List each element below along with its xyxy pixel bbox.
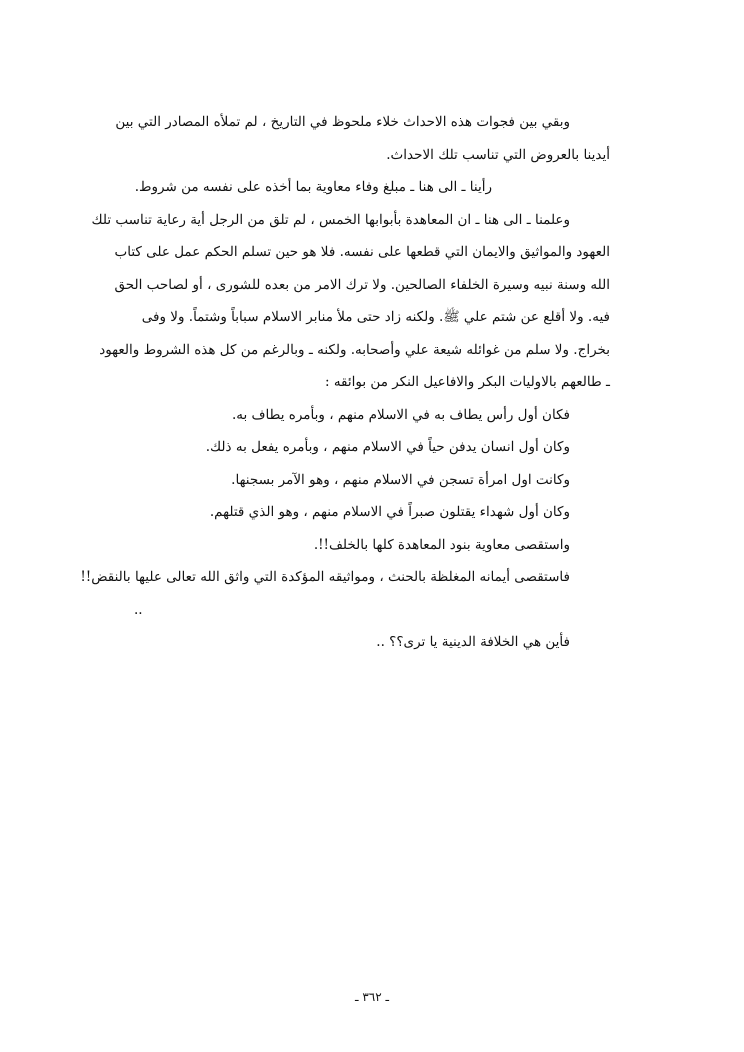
paragraph-line: وبقي بين فجوات هذه الاحداث خلاء ملحوظ في التاريخ ، لم تملأه المصادر التي بين [115,114,570,130]
paragraph-line: الله وسنة نبيه وسيرة الخلفاء الصالحين. ولا ترك الامر من بعده للشورى ، أو لصاحب الحق [114,276,610,293]
list-item: فكان أول رأس يطاف به في الاسلام منهم ، وبأمره يطاف به. [231,406,570,423]
paragraph-line: بخراج. ولا سلم من غوائله شيعة علي وأصحابه. ولكنه ـ وبالرغم من كل هذه الشروط والعهود [99,341,610,358]
paragraph-line: فاستقصى أيمانه المغلظة بالحنث ، ومواثيقه المؤكدة التي واثق الله تعالى عليها بالنقض!! [80,569,570,585]
paragraph-line: رأينا ـ الى هنا ـ مبلغ وفاء معاوية بما أخذه على نفسه من شروط. [134,179,492,195]
page-number: ـ ٣٦٢ ـ [354,990,390,1004]
list-item: وكانت اول امرأة تسجن في الاسلام منهم ، وهو الآمر بسجنها. [231,471,570,488]
paragraph-line: واستقصى معاوية بنود المعاهدة كلها بالخلف!!. [313,536,570,553]
body-text [80,106,610,659]
paragraph-line: فيه. ولا أقلع عن شتم علي ﷺ. ولكنه زاد حتى ملأ منابر الاسلام سباباً وشتماً. ولا وفى [141,309,610,325]
ellipsis-line: .. [134,601,143,618]
paragraph-line: ـ طالعهم بالاوليات البكر والافاعيل النكر من بوائقه : [324,374,610,390]
paragraph-line: أيدينا بالعروض التي تناسب تلك الاحداث. [386,146,610,163]
paragraph-line: فأين هي الخلافة الدينية يا ترى؟؟ .. [376,634,570,650]
list-item: وكان أول انسان يدفن حياً في الاسلام منهم ، وبأمره يفعل به ذلك. [205,439,570,455]
list-item: وكان أول شهداء يقتلون صبراً في الاسلام منهم ، وهو الذي قتلهم. [209,504,570,520]
paragraph-line: العهود والمواثيق والايمان التي قطعها على نفسه. فلا هو حين تسلم الحكم عمل على كتاب [114,244,610,260]
paragraph-line: وعلمنا ـ الى هنا ـ ان المعاهدة بأبوابها الخمس ، لم تلق من الرجل أية رعاية تناسب تلك [91,211,570,228]
